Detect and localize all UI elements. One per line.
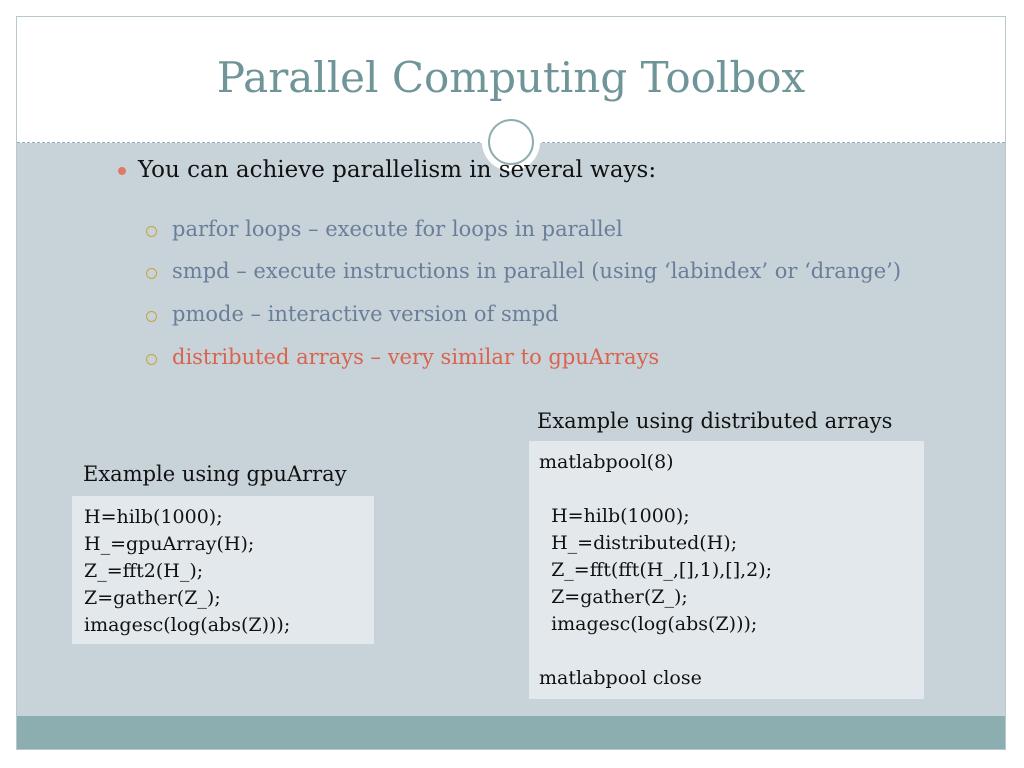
- code-line: matlabpool close: [539, 667, 702, 689]
- code-line: Z_=fft2(H_);: [84, 560, 204, 582]
- example-distributed-code: [529, 441, 924, 699]
- code-line: matlabpool(8): [539, 451, 674, 473]
- bullet-dot-icon: [118, 167, 126, 175]
- sub-bullet-ring-icon: [146, 311, 157, 322]
- sub-bullet-parfor: parfor loops – execute for loops in parallel: [172, 217, 623, 241]
- sub-bullet-ring-icon: [146, 354, 157, 365]
- code-line-blank: [539, 476, 914, 503]
- example-distributed-label: Example using distributed arrays: [537, 409, 893, 433]
- code-line: Z=gather(Z_);: [539, 586, 688, 608]
- code-line: Z_=fft(fft(H_,[],1),[],2);: [539, 559, 773, 581]
- code-line: Z=gather(Z_);: [84, 587, 221, 609]
- bullet-main: You can achieve parallelism in several ways:: [138, 157, 657, 183]
- slide-title: Parallel Computing Toolbox: [216, 53, 806, 102]
- sub-bullet-smpd: smpd – execute instructions in parallel (using ‘labindex’ or ‘drange’): [172, 259, 902, 283]
- code-line: imagesc(log(abs(Z)));: [539, 613, 758, 635]
- sub-bullet-distributed: distributed arrays – very similar to gpuArrays: [172, 345, 660, 369]
- code-line: H=hilb(1000);: [84, 506, 223, 528]
- sub-bullet-ring-icon: [146, 268, 157, 279]
- sub-bullet-ring-icon: [146, 226, 157, 237]
- code-line: imagesc(log(abs(Z)));: [84, 614, 291, 636]
- code-line: H_=distributed(H);: [539, 532, 738, 554]
- code-line: H_=gpuArray(H);: [84, 533, 255, 555]
- code-line-blank: [539, 638, 914, 665]
- code-line: H=hilb(1000);: [539, 505, 690, 527]
- example-gpu-label: Example using gpuArray: [83, 462, 347, 486]
- sub-bullet-pmode: pmode – interactive version of smpd: [172, 302, 559, 326]
- footer-bar: [17, 716, 1005, 750]
- example-gpu-code: [72, 496, 374, 644]
